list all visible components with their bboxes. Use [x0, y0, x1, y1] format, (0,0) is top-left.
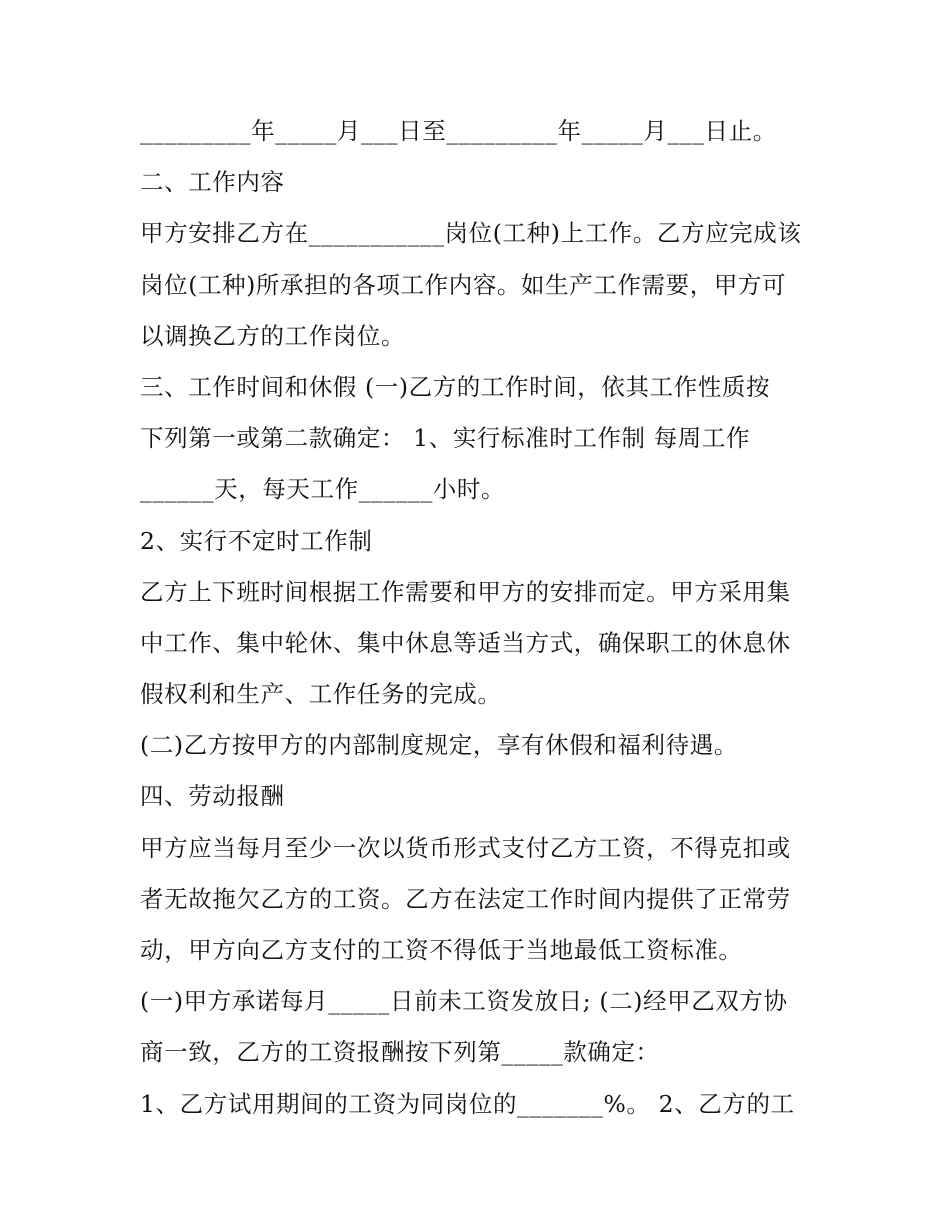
paragraph-line: 岗位(工种)所承担的各项工作内容。如生产工作需要，甲方可 — [140, 270, 787, 299]
section-heading-work-content: 二、工作内容 — [140, 168, 285, 197]
contract-text-body — [140, 106, 820, 1130]
paragraph-line: ______天，每天工作______小时。 — [140, 475, 506, 504]
paragraph-line: 中工作、集中轮休、集中休息等适当方式，确保职工的休息休 — [140, 628, 791, 657]
paragraph-line: (一)甲方承诺每月_____日前未工资发放日; (二)经甲乙双方协 — [140, 987, 788, 1016]
paragraph-line: 乙方上下班时间根据工作需要和甲方的安排而定。甲方采用集 — [140, 577, 791, 606]
paragraph-line: 假权利和生产、工作任务的完成。 — [140, 680, 502, 709]
paragraph-line: 商一致，乙方的工资报酬按下列第_____款确定： — [140, 1038, 660, 1067]
paragraph-line: 甲方应当每月至少一次以货币形式支付乙方工资，不得克扣或 — [140, 833, 791, 862]
contract-period-line: _________年_____月___日至_________年_____月___日止。 — [140, 117, 777, 145]
paragraph-line: 者无故拖欠乙方的工资。乙方在法定工作时间内提供了正常劳 — [140, 884, 791, 913]
subsection-line: 2、实行不定时工作制 — [140, 526, 373, 555]
paragraph-line: 以调换乙方的工作岗位。 — [140, 321, 406, 350]
paragraph-line: 下列第一或第二款确定： 1、实行标准时工作制 每周工作 — [140, 424, 751, 453]
paragraph-line: 动，甲方向乙方支付的工资不得低于当地最低工资标准。 — [140, 936, 743, 964]
section-heading-work-time: 三、工作时间和休假 (一)乙方的工作时间，依其工作性质按 — [140, 372, 771, 401]
paragraph-line: 甲方安排乙方在___________岗位(工种)上工作。乙方应完成该 — [140, 219, 802, 248]
section-heading-remuneration: 四、劳动报酬 — [140, 782, 285, 811]
paragraph-line: 1、乙方试用期间的工资为同岗位的_______%。 2、乙方的工 — [140, 1089, 795, 1118]
paragraph-line: (二)乙方按甲方的内部制度规定，享有休假和福利待遇。 — [140, 731, 738, 760]
